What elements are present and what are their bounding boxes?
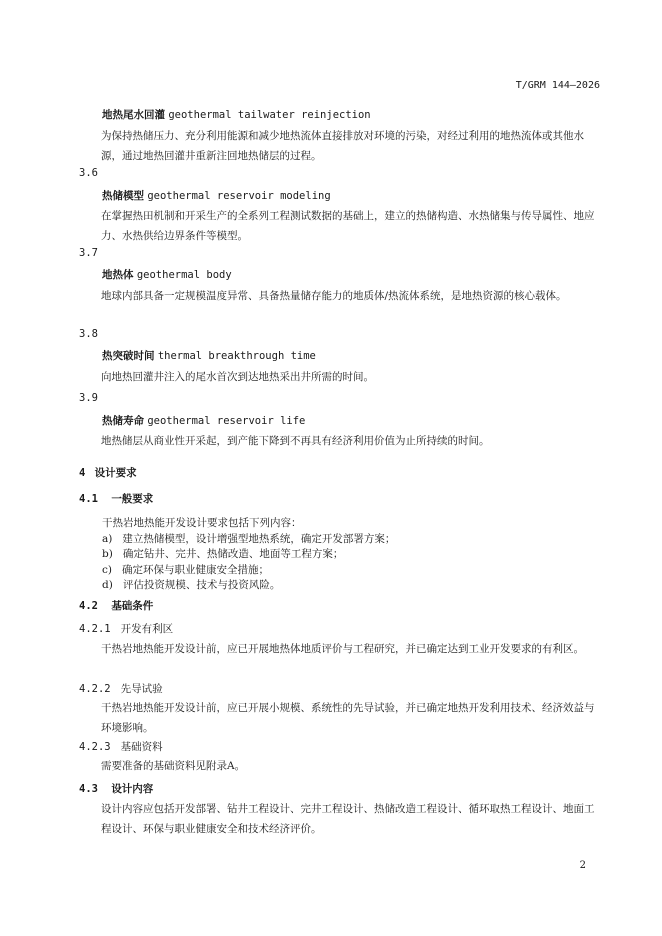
list-item: a) 建立热储模型，设计增强型地热系统，确定开发部署方案； bbox=[102, 533, 396, 545]
subsection-heading bbox=[79, 781, 153, 796]
term-number: 3.9 bbox=[79, 392, 98, 404]
term-number: 3.8 bbox=[79, 328, 98, 340]
list-item: c) 确定环保与职业健康安全措施； bbox=[102, 564, 269, 576]
list-item: b) 确定钻井、完井、热储改造、地面等工程方案； bbox=[102, 548, 344, 560]
subsection-number: 4.1 bbox=[79, 493, 98, 505]
clause-text: 干热岩地热能开发设计前，应已开展地热体地质评价与工程研究，并已确定达到工业开发要求的有利区。 bbox=[101, 643, 584, 655]
clause-text: 需要准备的基础资料见附录A。 bbox=[101, 760, 246, 772]
subsection-heading bbox=[79, 598, 153, 613]
term-definition: 为保持热储压力、充分利用能源和减少地热流体直接排放对环境的污染，对经过利用的地热流体或其他水源，通过地热回灌井重新注回地热储层的过程。 bbox=[101, 130, 584, 162]
section-heading bbox=[79, 465, 137, 480]
term-en: geothermal tailwater reinjection bbox=[168, 109, 371, 121]
page-number: 2 bbox=[579, 860, 586, 871]
section-number: 4 bbox=[79, 467, 86, 479]
term-heading bbox=[102, 267, 232, 282]
subsection-title: 设计内容 bbox=[111, 783, 154, 795]
term-zh: 地热尾水回灌 bbox=[102, 109, 165, 121]
document-code: T/GRM 144—2026 bbox=[515, 80, 600, 91]
subsection-heading bbox=[79, 491, 153, 506]
term-heading bbox=[102, 188, 331, 203]
term-definition: 地球内部具备一定规模温度异常、具备热量储存能力的地质体/热流体系统，是地热资源的核心载体。 bbox=[101, 290, 567, 302]
term-definition: 地热储层从商业性开采起，到产能下降到不再具有经济利用价值为止所持续的时间。 bbox=[101, 435, 490, 447]
term-en: geothermal reservoir life bbox=[147, 415, 306, 427]
term-number: 3.6 bbox=[79, 167, 98, 179]
term-en: thermal breakthrough time bbox=[157, 350, 316, 362]
term-heading bbox=[102, 348, 316, 363]
subsection-title: 基础条件 bbox=[111, 600, 154, 612]
clause-heading: 4.2.2 先导试验 bbox=[79, 683, 163, 695]
subsection-text: 设计内容应包括开发部署、钻井工程设计、完井工程设计、热储改造工程设计、循环取热工程设计、地面工程设计、环保与职业健康安全和技术经济评价。 bbox=[101, 803, 595, 835]
clause-heading: 4.2.3 基础资料 bbox=[79, 741, 163, 753]
list-intro: 干热岩地热能开发设计要求包括下列内容： bbox=[102, 517, 302, 529]
subsection-number: 4.3 bbox=[79, 783, 98, 795]
term-heading bbox=[102, 413, 305, 428]
section-title: 设计要求 bbox=[94, 467, 137, 479]
term-en: geothermal body bbox=[136, 269, 232, 281]
clause-heading: 4.2.1 开发有利区 bbox=[79, 623, 174, 635]
term-en: geothermal reservoir modeling bbox=[147, 190, 331, 202]
term-number: 3.7 bbox=[79, 247, 98, 259]
clause-text: 干热岩地热能开发设计前，应已开展小规模、系统性的先导试验，并已确定地热开发利用技术、经济效益与环境影响。 bbox=[101, 702, 595, 734]
term-zh: 热突破时间 bbox=[102, 350, 155, 362]
list-item: d) 评估投资规模、技术与投资风险。 bbox=[102, 579, 281, 591]
term-definition: 在掌握热田机制和开采生产的全系列工程测试数据的基础上，建立的热储构造、水热储集与传导属性、地应力、水热供给边界条件等模型。 bbox=[101, 210, 595, 242]
term-zh: 热储模型 bbox=[102, 190, 144, 202]
term-heading bbox=[102, 107, 371, 122]
term-definition: 向地热回灌井注入的尾水首次到达地热采出井所需的时间。 bbox=[101, 371, 374, 383]
term-zh: 地热体 bbox=[102, 269, 134, 281]
term-zh: 热储寿命 bbox=[102, 415, 144, 427]
subsection-title: 一般要求 bbox=[111, 493, 154, 505]
subsection-number: 4.2 bbox=[79, 600, 98, 612]
